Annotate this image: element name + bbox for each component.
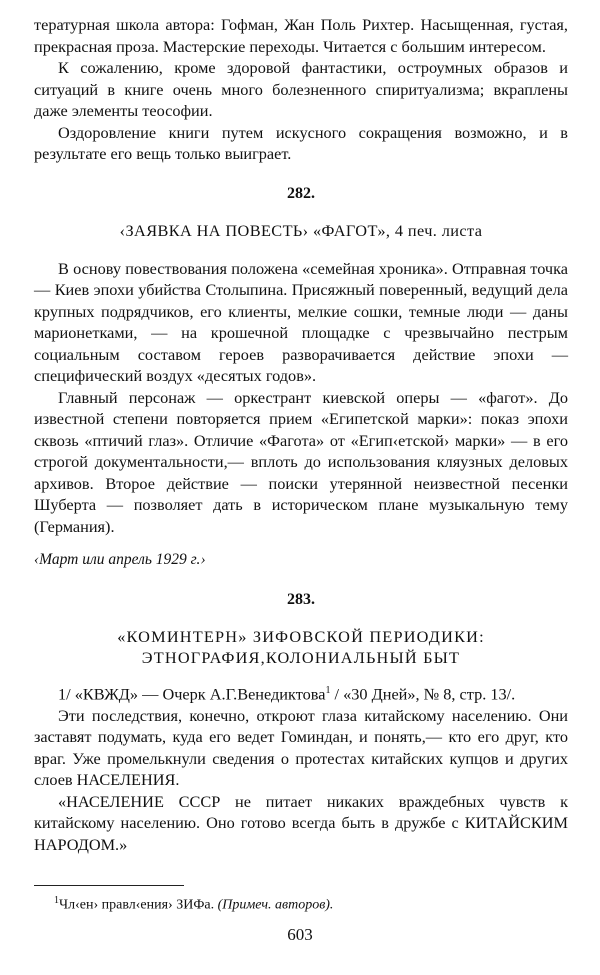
intro-paragraph-1: тературная школа автора: Гофман, Жан Поль Рихтер. Насыщенная, густая, прекрасная проза. Мастерские переходы. Читается с большим интересом. (34, 15, 568, 56)
footnote-divider (34, 885, 184, 886)
footnote-text: Чл‹ен› правл‹ения› ЗИФа. (59, 898, 218, 914)
doc282-paragraph-1: В основу повествования положена «семейная хроника». Отправная точка — Киев эпохи убийства Столыпина. Присяжный поверенный, ведущий дела крупных подрядчиков, его клиенты, мелкие сошки, темные люди — даны марионетками, — на крошечной площадке с чрезвычайно пестрым социальным составом героев разворачивается действие эпохи — специфический воздух «десятых годов». (34, 258, 568, 385)
document-heading-283 (34, 626, 568, 668)
doc283-paragraph-2: «НАСЕЛЕНИЕ СССР не питает никаких враждебных чувств к китайскому населению. Оно готово всегда быть в дружбе с КИТАЙСКИМ НАРОДОМ.» (34, 791, 568, 854)
heading-283-line-1: «КОМИНТЕРН» ЗИФОВСКОЙ ПЕРИОДИКИ: (117, 627, 485, 646)
doc282-paragraph-2: Главный персонаж — оркестрант киевской оперы — «фагот». До известной степени повторяется прием «Египетской марки»: показ эпохи сквозь «птичий глаз». Отличие «Фагота» от «Егип‹етской› марки» — в его строгой документальности,— вплоть до использования кляузных деловых архивов. Второе действие — поиски утерянной неизвестной песенки Шуберта — позволяет дать в историческом плане музыкальную тему (Германия). (34, 387, 568, 536)
doc283-paragraph-1: Эти последствия, конечно, откроют глаза китайскому населению. Они заставят подумать, куда его ведет Гоминдан, и понять,— кто его друг, кто враг. Уже промелькнули сведения о протестах китайских купцов и других слоев НАСЕЛЕНИЯ. (34, 705, 568, 790)
reference-source: / «30 Дней», № 8, стр. 13/. (330, 684, 516, 704)
intro-paragraph-3: Оздоровление книги путем искусного сокращения возможно, и в результате его вещь только выиграет. (34, 122, 568, 163)
document-number-283: 283. (287, 590, 315, 608)
reference-text: 1/ «КВЖД» — Очерк А.Г.Венедиктова (58, 684, 326, 704)
intro-paragraph-2: К сожалению, кроме здоровой фантастики, остроумных образов и ситуаций в книге очень много болезненного спиритуализма; вкраплены даже элементы теософии. (34, 58, 568, 120)
footnote (34, 892, 568, 915)
page-body (34, 14, 568, 915)
heading-283-line-2: ЭТНОГРАФИЯ,КОЛОНИАЛЬНЫЙ БЫТ (141, 648, 461, 667)
page-number: 603 (287, 925, 313, 944)
footnote-note: (Примеч. авторов). (217, 898, 334, 914)
document-number-282: 282. (287, 184, 315, 202)
footnote-reference-mark: 1 (325, 685, 331, 696)
doc283-reference-line (34, 680, 568, 705)
footnote-mark: 1 (54, 895, 59, 907)
doc282-date: ‹Март или апрель 1929 г.› (34, 551, 206, 568)
document-heading-282: ‹ЗАЯВКА НА ПОВЕСТЬ› «ФАГОТ», 4 печ. листа (119, 221, 483, 240)
